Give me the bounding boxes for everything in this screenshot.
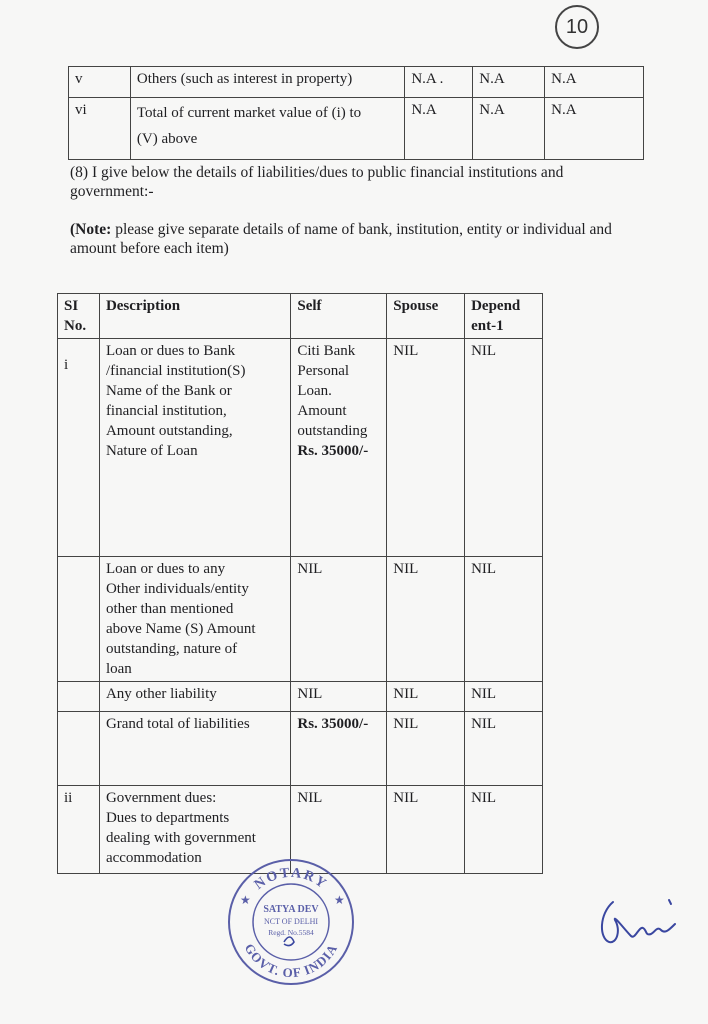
dependent-value: NIL bbox=[465, 712, 543, 786]
spouse-value: NIL bbox=[387, 557, 465, 682]
stamp-bottom-text: GOVT. OF INDIA bbox=[241, 940, 341, 981]
dependent-value: NIL bbox=[465, 557, 543, 682]
desc-line: (V) above bbox=[136, 131, 198, 147]
self-value: Citi Bank Personal Loan. Amount outstanding Rs. 35000/- bbox=[291, 339, 387, 557]
spouse-value: N.A bbox=[473, 98, 545, 160]
row-number: v bbox=[69, 67, 131, 98]
section-8-text: (8) I give below the details of liabilities/dues to public financial institutions and government:- bbox=[70, 164, 564, 200]
spouse-value: NIL bbox=[387, 712, 465, 786]
table-row bbox=[58, 682, 543, 712]
table-row bbox=[58, 712, 543, 786]
liabilities-table bbox=[57, 293, 543, 874]
self-value: N.A bbox=[405, 98, 473, 160]
row-description: Any other liability bbox=[99, 682, 290, 712]
assets-table bbox=[68, 66, 644, 160]
table-row bbox=[69, 67, 644, 98]
row-description: Others (such as interest in property) bbox=[130, 67, 404, 98]
spouse-value: NIL bbox=[387, 786, 465, 874]
spouse-value: NIL bbox=[387, 339, 465, 557]
self-value: NIL bbox=[291, 557, 387, 682]
svg-text:NOTARY bbox=[252, 866, 330, 893]
header-self: Self bbox=[291, 294, 387, 339]
header-spouse: Spouse bbox=[387, 294, 465, 339]
svg-text:★: ★ bbox=[334, 893, 345, 907]
dependent-value: NIL bbox=[465, 682, 543, 712]
note-body: please give separate details of name of bank, institution, entity or individual and amount before each item) bbox=[70, 221, 612, 257]
signature bbox=[595, 890, 685, 950]
dependent-value: N.A bbox=[545, 67, 644, 98]
table-row bbox=[58, 557, 543, 682]
notary-stamp bbox=[222, 854, 360, 986]
dependent-value: N.A bbox=[545, 98, 644, 160]
header-description: Description bbox=[99, 294, 290, 339]
page-number: 10 bbox=[555, 5, 599, 49]
note-text bbox=[70, 220, 655, 258]
spouse-value: NIL bbox=[387, 682, 465, 712]
row-description: Loan or dues to Bank /financial institution(S) Name of the Bank or financial institution, Amount outstanding, Nature of Loan bbox=[99, 339, 290, 557]
stamp-regd: Regd. No.5584 bbox=[268, 928, 314, 937]
row-description: Loan or dues to any Other individuals/entity other than mentioned above Name (S) Amount outstanding, nature of loan bbox=[99, 557, 290, 682]
row-description: Grand total of liabilities bbox=[99, 712, 290, 786]
row-number: ii bbox=[58, 786, 100, 874]
stamp-region: NCT OF DELHI bbox=[263, 917, 319, 926]
self-value: Rs. 35000/- bbox=[291, 712, 387, 786]
row-description bbox=[130, 98, 404, 160]
row-number bbox=[58, 712, 100, 786]
self-value: NIL bbox=[291, 682, 387, 712]
table-row bbox=[69, 98, 644, 160]
row-number bbox=[58, 682, 100, 712]
header-dependent: Depend ent-1 bbox=[465, 294, 543, 339]
header-sl-no: SI No. bbox=[58, 294, 100, 339]
row-number: vi bbox=[69, 98, 131, 160]
svg-text:★: ★ bbox=[240, 893, 251, 907]
dependent-value: NIL bbox=[465, 339, 543, 557]
row-description: Government dues: Dues to departments dealing with government accommodation bbox=[99, 786, 290, 874]
note-label: (Note: bbox=[70, 221, 112, 238]
desc-line: Total of current market value of (i) to bbox=[136, 105, 362, 121]
spouse-value: N.A bbox=[473, 67, 545, 98]
row-number bbox=[58, 557, 100, 682]
self-value: NIL bbox=[291, 786, 387, 874]
self-value: N.A . bbox=[405, 67, 473, 98]
stamp-top-text: NOTARY bbox=[251, 865, 331, 893]
row-number: i bbox=[58, 339, 100, 557]
stamp-name: SATYA DEV bbox=[263, 904, 319, 915]
dependent-value: NIL bbox=[465, 786, 543, 874]
header-row bbox=[58, 294, 543, 339]
table-row bbox=[58, 339, 543, 557]
